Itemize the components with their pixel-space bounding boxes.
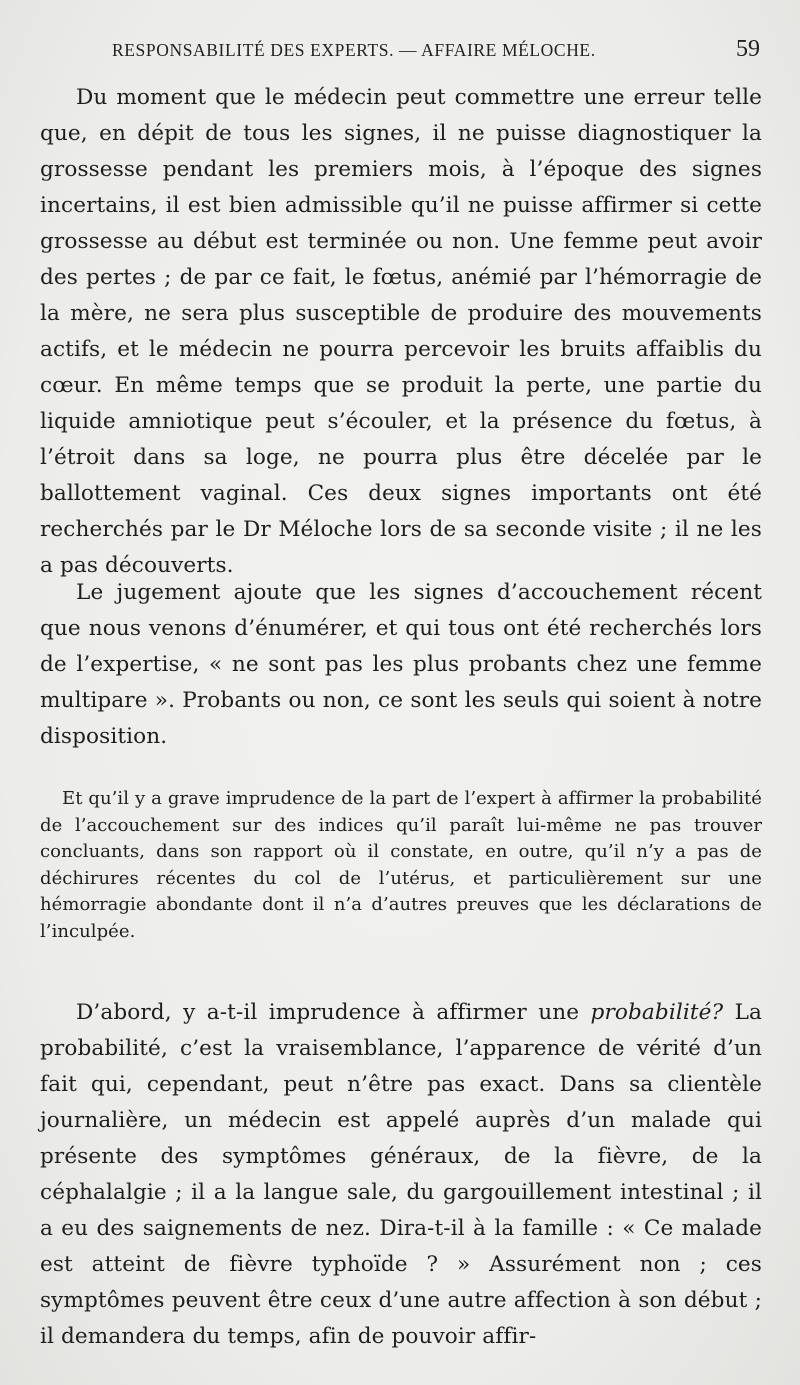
paragraph-2-block [40,575,762,755]
paragraph-3-start: D’abord, y a-t-il imprudence à affirmer une [76,1000,591,1025]
quoted-judgment: Et qu’il y a grave imprudence de la part de l’expert à affirmer la probabilité de l’accouchement sur des indices qu’il paraît lui-même ne pas trouver concluants, dans son rapport où il constate, en outre, qu’il n’y a pas de déchirures récentes du col de l’utérus, et particulièrement sur une hémorragie abondante dont il n’a d’autres preuves que les déclarations de l’inculpée. [40,788,762,942]
page-number: 59 [736,36,760,62]
paragraph-3 [40,995,762,1355]
paragraph-3-block [40,995,762,1355]
paragraph-3-rest: La probabilité, c’est la vraisemblance, l’apparence de vérité d’un fait qui, cependant, peut n’être pas exact. Dans sa clientèle journalière, un médecin est appelé auprès d’un malade qui présente des symptômes généraux, de la fièvre, de la céphalalgie ; il a la langue sale, du gargouillement intestinal ; il a eu des saignements de nez. Dira-t-il à la famille : « Ce malade est atteint de fièvre typhoïde ? » Assurément non ; ces symptômes peuvent être ceux d’une autre affection à son début ; il demandera du temps, afin de pouvoir affir- [40,1000,762,1349]
paragraph-1-block [40,80,762,584]
running-title: RESPONSABILITÉ DES EXPERTS. — AFFAIRE MÉLOCHE. [112,40,596,60]
quoted-judgment-block [40,786,762,945]
emphasized-word: probabilité? [590,1000,724,1025]
running-header [112,36,760,66]
paragraph-1: Du moment que le médecin peut commettre une erreur telle que, en dépit de tous les signes, il ne puisse diagnostiquer la grossesse pendant les premiers mois, à l’époque des signes incertains, il est bien admissible qu’il ne puisse affirmer si cette grossesse au début est terminée ou non. Une femme peut avoir des pertes ; de par ce fait, le fœtus, anémié par l’hémorragie de la mère, ne sera plus susceptible de produire des mouvements actifs, et le médecin ne pourra percevoir les bruits affaiblis du cœur. En même temps que se produit la perte, une partie du liquide amniotique peut s’écouler, et la présence du fœtus, à l’étroit dans sa loge, ne pourra plus être décelée par le ballottement vaginal. Ces deux signes importants ont été recherchés par le Dr Méloche lors de sa seconde visite ; il ne les a pas découverts. [40,85,762,578]
paragraph-2: Le jugement ajoute que les signes d’accouchement récent que nous venons d’énumérer, et qui tous ont été recherchés lors de l’expertise, « ne sont pas les plus probants chez une femme multipare ». Probants ou non, ce sont les seuls qui soient à notre disposition. [40,580,762,749]
